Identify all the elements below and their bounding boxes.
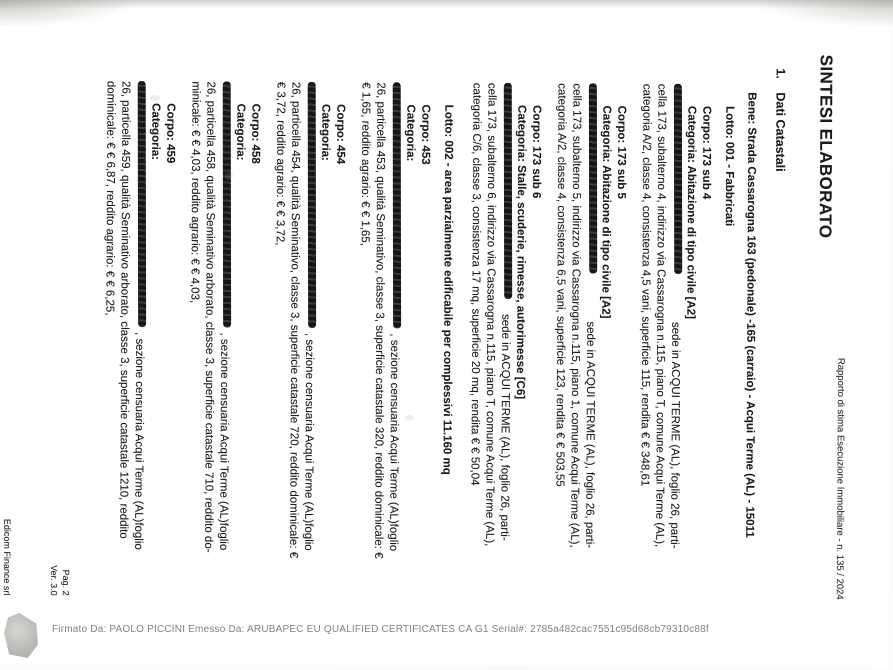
desc-line: cella 173, subalterno 6, indirizzo via Cassarogna n.115, piano T, comune Acqui Terme (AL),	[483, 82, 498, 547]
redaction-bar	[138, 81, 146, 327]
redaction-bar	[393, 82, 401, 328]
categoria-line: Categoria: Stalle, scuderie, rimesse, autorimesse [C6]	[513, 105, 528, 400]
corpo-line: Corpo: 173 sub 5	[614, 105, 628, 199]
scan-corner-shadow-right	[753, 0, 893, 28]
redaction-bar	[589, 83, 597, 273]
desc-line: categoria A/2, classe 4, consistenza 4,5 vani, superficie 115, rendita € € 348,61	[638, 83, 653, 487]
desc-line: € 3,72, reddito agrario: € € 3,72,	[273, 81, 287, 246]
redaction-bar	[223, 82, 231, 328]
desc-line: sede in ACQUI TERME (AL), foglio 26, parti-	[583, 321, 597, 549]
desc-line: sede in ACQUI TERME (AL), foglio 26, parti-	[668, 321, 682, 549]
footer-company: Edicom Finance srl	[1, 518, 13, 596]
scan-speck	[225, 172, 233, 180]
corpo-description	[100, 81, 148, 606]
scan-corner-shadow-left	[0, 0, 140, 28]
corpo-line: Corpo: 459	[164, 103, 177, 164]
desc-line: 26, particella 453, qualità Seminativo, classe 3, superficie catastale 320, reddito dominicale: €	[372, 82, 387, 559]
desc-line: , sezione censuaria Acqui Terme (AL)foglio	[387, 333, 401, 552]
lotto-002-line: Lotto: 002 - area parzialmente edificabile per complessivi 11.160 mq	[440, 104, 455, 475]
corpo-description	[355, 82, 403, 607]
desc-line: 26, particella 454, qualità Seminativo, classe 3, superficie catastale 720, reddito dominicale: €	[287, 81, 302, 559]
scan-speck	[405, 415, 414, 420]
desc-line: categoria C/6, classe 3, consistenza 17 mq, superficie 20 mq, rendita € € 50,04	[468, 82, 483, 486]
footer-version: Ver. 3.0	[49, 565, 60, 596]
corpo-block-459	[100, 80, 178, 606]
corpo-line: Corpo: 453	[419, 104, 432, 165]
lotto-001-line: Lotto: 001 - Fabbricati	[722, 106, 736, 227]
desc-line: , sezione censuaria Acqui Terme (AL)foglio	[302, 332, 316, 551]
desc-line: dominicale: € € 6,87, reddito agrario: € € 6,25,	[103, 80, 117, 316]
redaction-bar	[308, 82, 316, 328]
categoria-line: Categoria: Abitazione di tipo civile [A2]	[684, 105, 698, 319]
section-title: Dati Catastali	[773, 92, 788, 172]
report-header: Rapporto di stima Esecuzione Immobiliare - n. 135 / 2024	[833, 357, 847, 600]
desc-line: cella 173, subalterno 5, indirizzo via Cassarogna n.115, piano 1, comune Acqui Terme (AL),	[568, 83, 583, 548]
corpo-description	[270, 82, 318, 607]
categoria-line: Categoria:	[404, 104, 417, 162]
corpo-description	[636, 84, 684, 609]
corpo-block-458	[185, 81, 263, 606]
corpo-description	[466, 83, 514, 608]
section-number: 1.	[773, 68, 788, 79]
document-body	[100, 51, 788, 610]
corpo-block-454	[270, 81, 348, 607]
redaction-bar	[674, 84, 682, 274]
footer-page-number: Pag. 2	[60, 569, 71, 596]
corpo-block-173-sub6	[466, 82, 544, 608]
corpo-line: Corpo: 458	[249, 103, 262, 164]
scan-speck	[150, 95, 160, 101]
page-title: SINTESI ELABORATO	[815, 54, 836, 239]
desc-line: , sezione censuaria Acqui Terme (AL)foglio	[132, 332, 146, 550]
desc-line: categoria A/2, classe 4, consistenza 6,5 vani, superficie 123, rendita € € 503,55	[553, 83, 568, 487]
corpo-line: Corpo: 173 sub 4	[699, 105, 713, 200]
corpo-block-173-sub4	[636, 83, 714, 609]
corpo-description	[185, 81, 233, 606]
bene-line: Bene: Strada Cassarogna 163 (pedonale) -165 (carraio) - Acqui Terme (AL) - 15011	[743, 92, 758, 538]
section-heading	[771, 68, 788, 609]
desc-line: cella 173, subalterno 4, indirizzo via Cassarogna n.115, piano T, comune Acqui Terme (AL),	[653, 83, 668, 548]
desc-line: minicale: € € 4,03, reddito agrario: € € 4,03,	[188, 81, 202, 304]
desc-line: € 1,65, reddito agrario: € € 1,65,	[358, 82, 372, 246]
corpo-line: Corpo: 454	[334, 104, 347, 165]
desc-line: 26, particella 458, qualità Seminativo arborato, classe 3, superficie catastale 710, reddito do-	[202, 81, 217, 553]
corpo-description	[551, 83, 599, 608]
categoria-line: Categoria: Abitazione di tipo civile [A2]	[599, 105, 613, 319]
corpo-block-453	[355, 82, 433, 607]
desc-line: sede in ACQUI TERME (AL), foglio 26, parti-	[498, 313, 512, 541]
categoria-line: Categoria:	[149, 103, 162, 161]
redaction-bar	[504, 83, 512, 299]
corpo-block-173-sub5	[551, 83, 629, 608]
page-footer	[48, 565, 71, 596]
digital-signature-text: Firmato Da: PAOLO PICCINI Emesso Da: ARUBAPEC EU QUALIFIED CERTIFICATES CA G1 Serial#: 2785a482cac7551c95d68cb79310c88f	[52, 624, 709, 635]
desc-line: 26, particella 459, qualità Seminativo arborato, classe 3, superficie catastale 1210, reddito	[117, 80, 132, 539]
categoria-line: Categoria:	[319, 104, 332, 161]
corpo-line: Corpo: 173 sub 6	[529, 105, 543, 199]
categoria-line: Categoria:	[234, 103, 247, 161]
desc-line: , sezione censuaria Acqui Terme (AL)foglio	[217, 332, 231, 551]
